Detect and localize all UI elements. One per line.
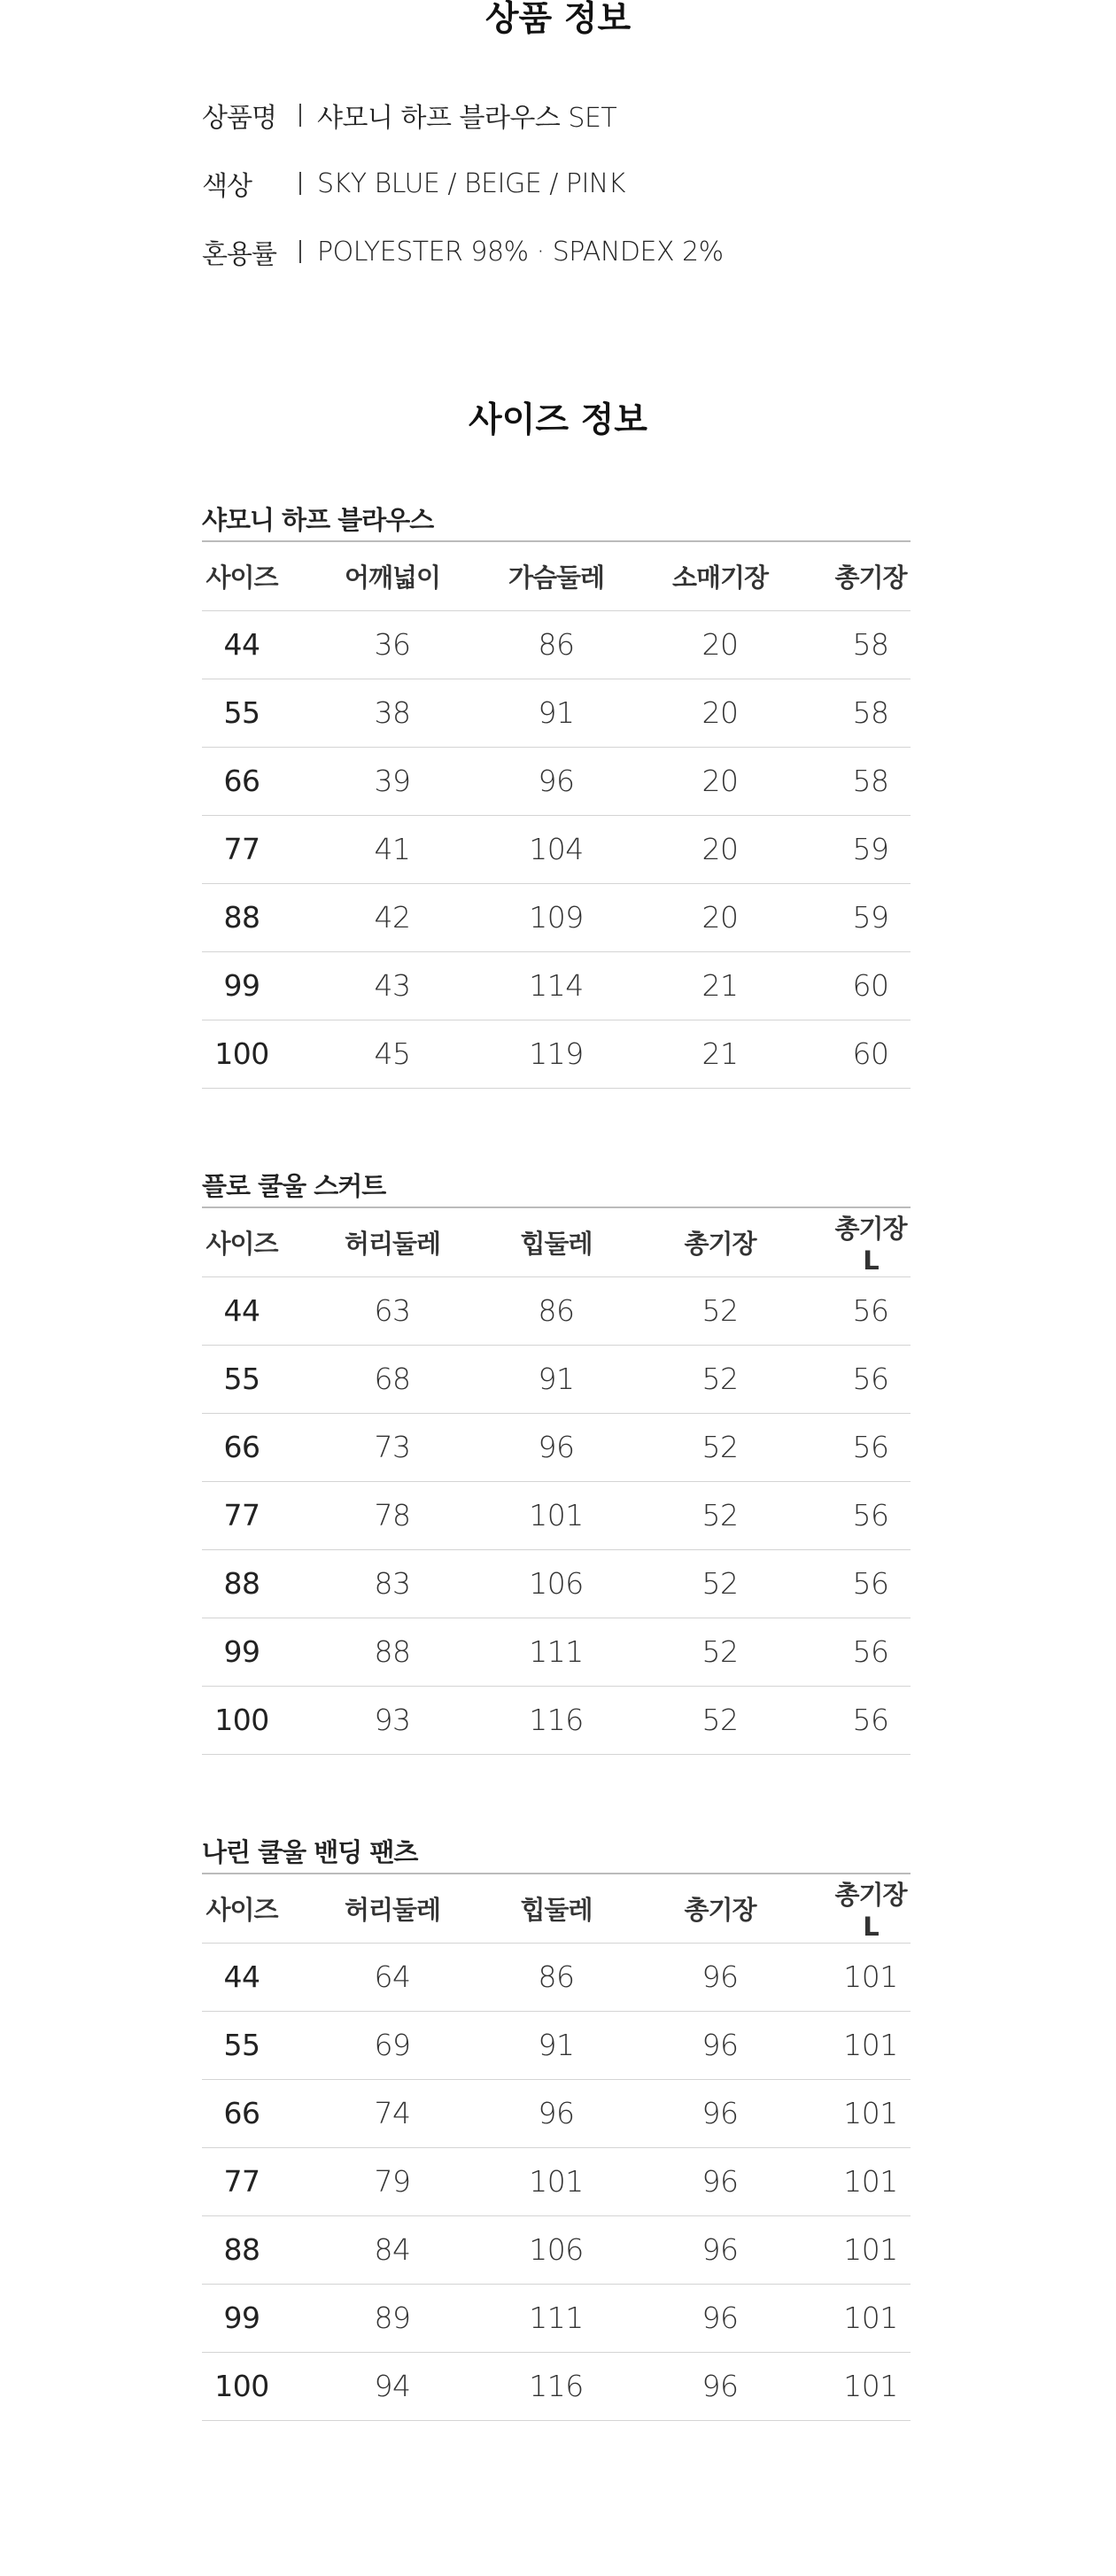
measurement-cell: 60	[831, 1020, 911, 1088]
measurement-cell: 116	[503, 2352, 609, 2420]
column-header: 총기장	[609, 1208, 831, 1276]
size-cell: 77	[202, 2147, 282, 2215]
size-cell: 66	[202, 1413, 282, 1481]
column-header: 힙둘레	[503, 1208, 609, 1276]
measurement-cell: 42	[282, 883, 503, 951]
table-header-row	[202, 1874, 911, 1943]
table-row	[202, 1618, 911, 1686]
table-row	[202, 1549, 911, 1618]
table-header-row	[202, 1208, 911, 1276]
product-info-title: 상품 정보	[484, 0, 632, 39]
size-cell: 55	[202, 679, 282, 747]
table-row	[202, 2352, 911, 2420]
measurement-cell: 84	[282, 2215, 503, 2284]
measurement-cell: 56	[831, 1413, 911, 1481]
measurement-cell: 101	[831, 2352, 911, 2420]
size-info-title: 사이즈 정보	[469, 400, 647, 440]
size-table-title: 샤모니 하프 블라우스	[202, 496, 911, 542]
measurement-cell: 56	[831, 1618, 911, 1686]
size-cell: 100	[202, 1020, 282, 1088]
measurement-cell: 64	[282, 1943, 503, 2011]
measurement-cell: 114	[503, 951, 609, 1020]
size-cell: 88	[202, 1549, 282, 1618]
size-cell: 44	[202, 1276, 282, 1345]
measurement-cell: 96	[503, 2079, 609, 2147]
table-row	[202, 1413, 911, 1481]
measurement-cell: 96	[609, 2079, 831, 2147]
measurement-cell: 119	[503, 1020, 609, 1088]
info-separator	[299, 240, 301, 263]
table-row	[202, 1481, 911, 1549]
measurement-cell: 52	[609, 1549, 831, 1618]
measurement-cell: 101	[831, 2147, 911, 2215]
size-cell: 77	[202, 1481, 282, 1549]
table-row	[202, 1686, 911, 1754]
measurement-cell: 21	[609, 951, 831, 1020]
table-row	[202, 951, 911, 1020]
size-cell: 99	[202, 2284, 282, 2352]
column-header: 총기장	[831, 542, 911, 610]
measurement-cell: 96	[609, 2147, 831, 2215]
measurement-cell: 60	[831, 951, 911, 1020]
measurement-cell: 88	[282, 1618, 503, 1686]
measurement-cell: 63	[282, 1276, 503, 1345]
measurement-cell: 68	[282, 1345, 503, 1413]
info-value: SKY BLUE / BEIGE / PINK	[317, 167, 625, 199]
measurement-cell: 36	[282, 610, 503, 679]
measurement-cell: 91	[503, 679, 609, 747]
measurement-cell: 101	[831, 2011, 911, 2079]
size-cell: 100	[202, 1686, 282, 1754]
info-row-material	[202, 234, 724, 269]
measurement-cell: 69	[282, 2011, 503, 2079]
size-section-skirt	[202, 1162, 911, 1755]
size-table-title: 플로 쿨울 스커트	[202, 1162, 911, 1208]
measurement-cell: 96	[503, 1413, 609, 1481]
table-row	[202, 2215, 911, 2284]
measurement-cell: 101	[503, 2147, 609, 2215]
measurement-cell: 20	[609, 610, 831, 679]
measurement-cell: 56	[831, 1686, 911, 1754]
measurement-cell: 86	[503, 610, 609, 679]
size-cell: 88	[202, 883, 282, 951]
measurement-cell: 101	[831, 2284, 911, 2352]
measurement-cell: 52	[609, 1276, 831, 1345]
measurement-cell: 96	[609, 2011, 831, 2079]
info-separator	[299, 104, 301, 127]
column-header: 어깨넓이	[282, 542, 503, 610]
size-cell: 100	[202, 2352, 282, 2420]
measurement-cell: 109	[503, 883, 609, 951]
column-header: 힙둘레	[503, 1874, 609, 1943]
table-row	[202, 1020, 911, 1088]
measurement-cell: 94	[282, 2352, 503, 2420]
measurement-cell: 101	[503, 1481, 609, 1549]
table-row	[202, 610, 911, 679]
measurement-cell: 56	[831, 1481, 911, 1549]
measurement-cell: 59	[831, 815, 911, 883]
measurement-cell: 58	[831, 679, 911, 747]
measurement-cell: 52	[609, 1686, 831, 1754]
measurement-cell: 106	[503, 2215, 609, 2284]
info-row-color	[202, 166, 625, 201]
info-row-product-name	[202, 97, 616, 133]
measurement-cell: 111	[503, 2284, 609, 2352]
column-header: 허리둘레	[282, 1208, 503, 1276]
size-cell: 66	[202, 2079, 282, 2147]
measurement-cell: 96	[503, 747, 609, 815]
column-header: 총기장	[609, 1874, 831, 1943]
measurement-cell: 20	[609, 815, 831, 883]
measurement-cell: 39	[282, 747, 503, 815]
measurement-cell: 96	[609, 1943, 831, 2011]
measurement-cell: 45	[282, 1020, 503, 1088]
measurement-cell: 52	[609, 1413, 831, 1481]
column-header: 사이즈	[202, 1208, 282, 1276]
measurement-cell: 52	[609, 1618, 831, 1686]
size-cell: 55	[202, 2011, 282, 2079]
measurement-cell: 89	[282, 2284, 503, 2352]
table-row	[202, 2011, 911, 2079]
size-section-pants	[202, 1828, 911, 2421]
size-cell: 99	[202, 1618, 282, 1686]
size-cell: 44	[202, 610, 282, 679]
column-header: 사이즈	[202, 542, 282, 610]
measurement-cell: 96	[609, 2284, 831, 2352]
measurement-cell: 52	[609, 1481, 831, 1549]
measurement-cell: 20	[609, 679, 831, 747]
table-row	[202, 747, 911, 815]
size-cell: 99	[202, 951, 282, 1020]
measurement-cell: 73	[282, 1413, 503, 1481]
measurement-cell: 56	[831, 1345, 911, 1413]
measurement-cell: 96	[609, 2352, 831, 2420]
measurement-cell: 91	[503, 1345, 609, 1413]
table-row	[202, 1276, 911, 1345]
column-header: 총기장L	[831, 1208, 911, 1276]
info-label: 상품명	[202, 103, 276, 134]
column-header: 소매기장	[609, 542, 831, 610]
measurement-cell: 96	[609, 2215, 831, 2284]
measurement-cell: 101	[831, 1943, 911, 2011]
size-cell: 66	[202, 747, 282, 815]
column-header: 사이즈	[202, 1874, 282, 1943]
measurement-cell: 101	[831, 2215, 911, 2284]
measurement-cell: 74	[282, 2079, 503, 2147]
size-cell: 55	[202, 1345, 282, 1413]
measurement-cell: 41	[282, 815, 503, 883]
measurement-cell: 104	[503, 815, 609, 883]
info-value: POLYESTER 98% · SPANDEX 2%	[317, 236, 724, 268]
size-table	[202, 1874, 911, 2421]
measurement-cell: 43	[282, 951, 503, 1020]
table-row	[202, 2284, 911, 2352]
info-label: 색상	[202, 171, 252, 202]
measurement-cell: 111	[503, 1618, 609, 1686]
table-row	[202, 679, 911, 747]
measurement-cell: 56	[831, 1276, 911, 1345]
size-table-title: 나린 쿨울 밴딩 팬츠	[202, 1828, 911, 1874]
column-header: 허리둘레	[282, 1874, 503, 1943]
measurement-cell: 93	[282, 1686, 503, 1754]
measurement-cell: 20	[609, 883, 831, 951]
table-row	[202, 1345, 911, 1413]
measurement-cell: 38	[282, 679, 503, 747]
measurement-cell: 91	[503, 2011, 609, 2079]
size-cell: 77	[202, 815, 282, 883]
measurement-cell: 56	[831, 1549, 911, 1618]
table-row	[202, 2079, 911, 2147]
info-separator	[299, 172, 301, 195]
measurement-cell: 58	[831, 610, 911, 679]
table-row	[202, 1943, 911, 2011]
measurement-cell: 106	[503, 1549, 609, 1618]
size-cell: 44	[202, 1943, 282, 2011]
table-header-row	[202, 542, 911, 610]
measurement-cell: 59	[831, 883, 911, 951]
table-row	[202, 815, 911, 883]
measurement-cell: 83	[282, 1549, 503, 1618]
measurement-cell: 101	[831, 2079, 911, 2147]
measurement-cell: 52	[609, 1345, 831, 1413]
measurement-cell: 79	[282, 2147, 503, 2215]
column-header: 총기장L	[831, 1874, 911, 1943]
measurement-cell: 58	[831, 747, 911, 815]
size-section-blouse	[202, 496, 911, 1089]
measurement-cell: 21	[609, 1020, 831, 1088]
table-row	[202, 883, 911, 951]
size-table	[202, 542, 911, 1089]
size-table	[202, 1208, 911, 1755]
size-cell: 88	[202, 2215, 282, 2284]
measurement-cell: 86	[503, 1276, 609, 1345]
column-header: 가슴둘레	[503, 542, 609, 610]
info-value: 샤모니 하프 블라우스 SET	[317, 103, 617, 134]
measurement-cell: 20	[609, 747, 831, 815]
measurement-cell: 116	[503, 1686, 609, 1754]
info-label: 혼용률	[202, 239, 276, 270]
table-row	[202, 2147, 911, 2215]
measurement-cell: 86	[503, 1943, 609, 2011]
measurement-cell: 78	[282, 1481, 503, 1549]
